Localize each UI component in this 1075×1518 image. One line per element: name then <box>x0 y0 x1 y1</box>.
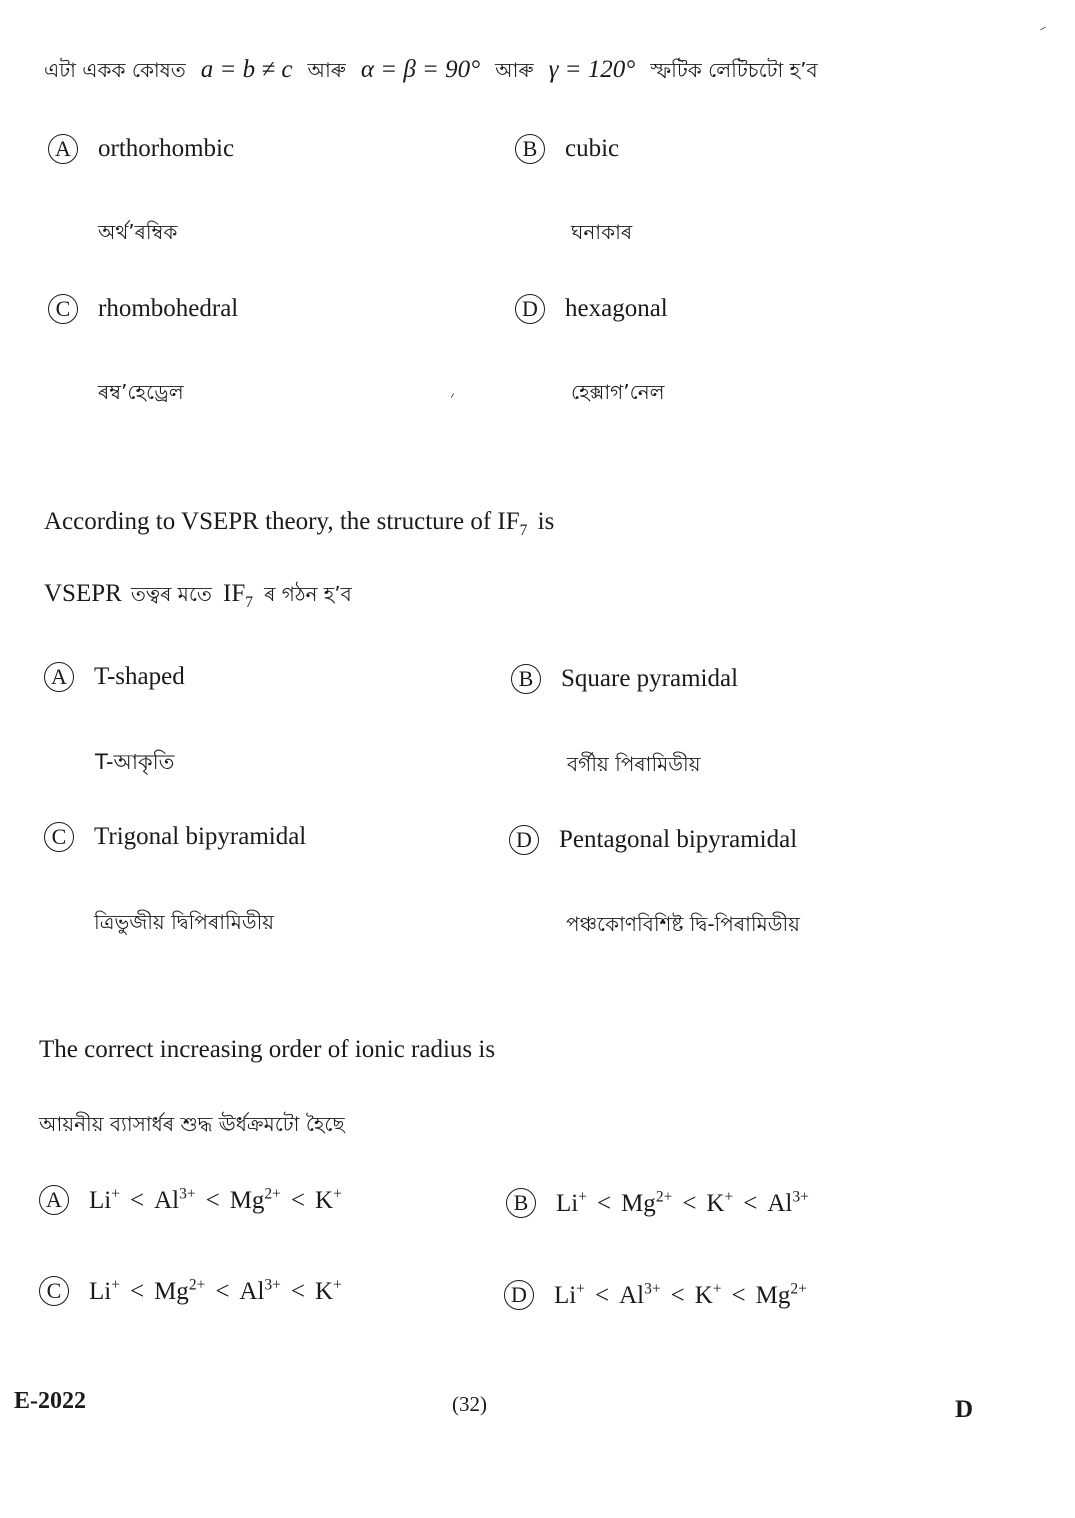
q3-option-d-ions <box>554 1280 807 1309</box>
q1-stem-math-3 <box>549 56 636 83</box>
q1-option-a[interactable] <box>48 134 234 164</box>
q2-option-b[interactable] <box>511 664 738 694</box>
q2-option-b-en: Square pyramidal <box>561 665 739 692</box>
q2-stem-en-text: According to VSEPR theory, the structure of IF <box>44 508 520 535</box>
q2-option-d[interactable] <box>509 825 797 855</box>
option-c-circle[interactable]: C <box>48 294 78 324</box>
less-than-sign: < <box>215 1277 230 1305</box>
q2-option-b-bn: বৰ্গীয় পিৰামিডীয় <box>567 752 701 776</box>
option-a-circle[interactable]: A <box>44 662 74 692</box>
ion-charge: 3+ <box>792 1188 809 1206</box>
ion-charge: + <box>576 1280 585 1298</box>
q1-option-b-bn: ঘনাকাৰ <box>571 220 633 244</box>
q2-stem-bn-tail: ৰ গঠন হ’ব <box>264 582 352 606</box>
ion-charge: + <box>578 1188 587 1206</box>
q1-option-d[interactable] <box>515 294 668 324</box>
q1-stem-math-2-text: α = β = 90° <box>360 56 481 83</box>
q2-option-d-bn: পঞ্চকোণবিশিষ্ট দ্বি-পিৰামিডীয় <box>566 912 800 936</box>
q1-stem-text-3: আৰু <box>495 58 534 82</box>
less-than-sign: < <box>596 1189 612 1217</box>
q1-stem-math-1 <box>201 56 293 83</box>
q1-option-c-bn: ৰম্ব’হেড্ৰেল <box>98 380 184 404</box>
ion-symbol: Li+ <box>89 1276 120 1305</box>
option-b-circle[interactable]: B <box>511 664 541 694</box>
q2-option-c[interactable] <box>44 822 306 852</box>
q2-option-d-en: Pentagonal bipyramidal <box>559 826 798 853</box>
option-c-circle[interactable]: C <box>39 1276 69 1306</box>
ion-symbol: $Mg^{2+}$ <box>154 1276 206 1305</box>
q2-option-a-en: T-shaped <box>94 663 185 690</box>
q1-option-b[interactable] <box>515 134 619 164</box>
q2-option-a-bn-text: T-আকৃতি <box>95 750 175 774</box>
ion-symbol: Li+ <box>556 1188 587 1217</box>
q1-stem-math-1-text: a = b ≠ c <box>200 56 293 83</box>
scan-mark <box>451 393 454 398</box>
ion-charge: 2+ <box>264 1185 281 1203</box>
ion-symbol: K+ <box>315 1185 342 1214</box>
q1-option-b-en: cubic <box>565 135 620 162</box>
q2-stem-bn-formula-text: IF <box>223 580 246 607</box>
q1-stem-math-3-text: γ = 120° <box>548 56 636 83</box>
less-than-sign: < <box>205 1186 220 1214</box>
ion-charge: 3+ <box>644 1280 661 1298</box>
q3-option-a-ions <box>89 1185 342 1214</box>
q2-option-c-en: Trigonal bipyramidal <box>94 823 307 850</box>
option-d-circle[interactable]: D <box>504 1280 534 1310</box>
option-d-circle[interactable]: D <box>509 825 539 855</box>
ion-charge: + <box>712 1280 722 1298</box>
ion-charge: 2+ <box>188 1276 206 1294</box>
ion-symbol: $Al^{3+}$ <box>767 1188 809 1217</box>
ion-symbol: K+ <box>315 1276 342 1305</box>
q1-stem-text-1: এটা একক কোষত <box>44 58 186 82</box>
less-than-sign: < <box>594 1281 610 1309</box>
ion-symbol: $Mg^{2+}$ <box>229 1185 281 1214</box>
q1-option-c[interactable] <box>48 294 238 324</box>
option-b-circle[interactable]: B <box>515 134 545 164</box>
option-a-circle[interactable]: A <box>48 134 78 164</box>
q1-stem-math-2 <box>361 56 480 83</box>
q3-stem-bn: আয়নীয় ব্যাসাৰ্ধৰ শুদ্ধ ঊৰ্ধক্ৰমটো হৈছে <box>39 1112 345 1136</box>
ion-charge: + <box>724 1188 734 1206</box>
ion-charge: + <box>333 1185 342 1203</box>
option-a-circle[interactable]: A <box>39 1185 69 1215</box>
option-d-circle[interactable]: D <box>515 294 545 324</box>
q2-stem-bn-subscript: 7 <box>245 594 253 611</box>
q2-stem-bn <box>44 580 352 613</box>
footer-exam-code: E-2022 <box>14 1388 86 1414</box>
q1-stem-text-2: আৰু <box>307 58 346 82</box>
ion-charge: 3+ <box>179 1185 196 1203</box>
q1-option-d-en: hexagonal <box>565 295 668 322</box>
less-than-sign: < <box>670 1281 685 1309</box>
less-than-sign: < <box>731 1281 746 1309</box>
q2-stem-bn-mid: তত্বৰ মতে <box>130 582 212 606</box>
q2-stem-en-subscript: 7 <box>519 522 528 539</box>
ion-charge: + <box>333 1276 342 1294</box>
less-than-sign: < <box>682 1189 697 1217</box>
less-than-sign: < <box>290 1186 306 1214</box>
q1-option-c-en: rhombohedral <box>98 295 239 322</box>
scan-mark <box>1040 27 1046 31</box>
ion-symbol: Li+ <box>554 1280 585 1309</box>
ion-symbol: $Al^{3+}$ <box>239 1276 281 1305</box>
ion-symbol: K+ <box>694 1280 722 1309</box>
ion-symbol: $Al^{3+}$ <box>619 1280 661 1309</box>
q1-option-a-bn: অৰ্থ’ৰম্বিক <box>98 220 178 244</box>
q3-option-c-ions <box>89 1276 342 1305</box>
q3-option-d[interactable] <box>504 1280 807 1310</box>
q1-stem-text-4: স্ফটিক লেটিচটো হ’ব <box>650 58 818 82</box>
ion-charge: + <box>111 1276 120 1294</box>
less-than-sign: < <box>743 1189 758 1217</box>
option-c-circle[interactable]: C <box>44 822 74 852</box>
q3-option-c[interactable] <box>39 1276 342 1306</box>
ion-charge: 3+ <box>264 1276 281 1294</box>
ion-symbol: Li+ <box>89 1185 120 1214</box>
ion-symbol: $Mg^{2+}$ <box>755 1280 807 1309</box>
q2-stem-en <box>44 508 554 540</box>
q1-option-d-bn: হেক্সাগ’নেল <box>571 380 665 404</box>
footer-page-number: (32) <box>452 1392 487 1416</box>
q2-stem-en-tail: is <box>537 508 555 535</box>
q2-option-c-bn: ত্ৰিভুজীয় দ্বিপিৰামিডীয় <box>94 910 275 934</box>
q1-stem <box>44 56 818 89</box>
ion-symbol: K+ <box>706 1188 734 1217</box>
ion-charge: 2+ <box>790 1280 807 1298</box>
q2-stem-bn-formula <box>223 580 253 611</box>
q3-option-b[interactable] <box>506 1188 809 1218</box>
q2-option-a[interactable] <box>44 662 185 692</box>
ion-symbol: $Mg^{2+}$ <box>621 1188 673 1217</box>
less-than-sign: < <box>290 1277 306 1305</box>
ion-symbol: $Al^{3+}$ <box>154 1185 196 1214</box>
q2-option-a-bn <box>95 746 174 781</box>
footer-set-letter: D <box>955 1396 974 1423</box>
q3-option-b-ions <box>556 1188 809 1217</box>
less-than-sign: < <box>129 1277 145 1305</box>
q3-stem-en: The correct increasing order of ionic radius is <box>39 1036 496 1063</box>
q2-stem-bn-vsepr: VSEPR <box>44 580 122 607</box>
ion-charge: 2+ <box>655 1188 673 1206</box>
q1-option-a-en: orthorhombic <box>98 135 235 162</box>
q3-option-a[interactable] <box>39 1185 342 1215</box>
ion-charge: + <box>111 1185 120 1203</box>
option-b-circle[interactable]: B <box>506 1188 536 1218</box>
less-than-sign: < <box>129 1186 145 1214</box>
